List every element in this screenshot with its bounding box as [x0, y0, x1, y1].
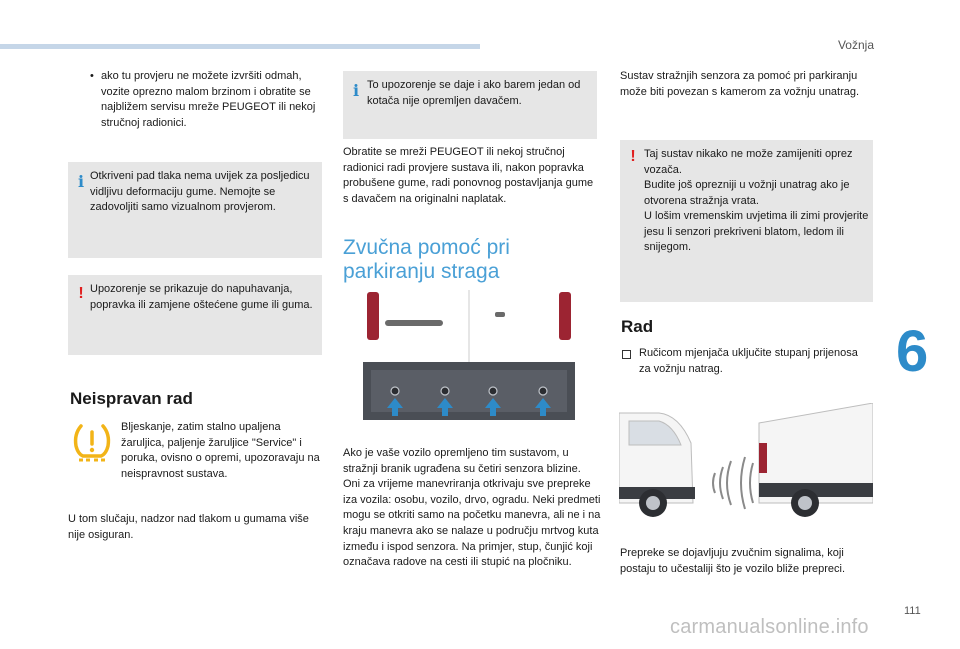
heading-malfunction: Neispravan rad: [70, 389, 193, 408]
warning-note-box-2: [620, 140, 873, 302]
sensors-text: Ako je vaše vozilo opremljeno tim sustavom, u stražnji branik ugrađena su četiri senzora blizine. Oni za vrijeme manevriranja otkrivaju sve prepreke iza vozila: osobu, vozilo, drvo, ogradu. Neki predmeti mogu se otkriti samo na početku manevra, ali ne i na kraju manevra ako se nalaze u području mrtvog kuta između i ispod senzora. Na primjer, stup, čunjić koji označava radove na cesti ili stupić na pločniku.: [343, 447, 601, 569]
info-note-text: Otkriveni pad tlaka nema uvijek za posljedicu vidljivu deformaciju gume. Nemojte se zadovoljiti samo vizualnom provjerom.: [90, 170, 310, 214]
right-tail-light: [559, 292, 571, 340]
warning-note-box: [68, 275, 322, 355]
operation-step: Ručicom mjenjača uključite stupanj prijenosa za vožnju natrag.: [639, 347, 858, 375]
info-icon: i: [352, 81, 360, 100]
bullet-dot: •: [90, 70, 94, 82]
step-square-bullet: [622, 350, 631, 359]
heading-rear-parking: Zvučna pomoć pri parkiranju straga: [343, 236, 510, 283]
service-text: Obratite se mreži PEUGEOT ili nekoj stručnoj radionici radi provjere sustava ili, nakon popravka probušene gume, radi ponovnog postavljanja gume s davačem na originalni naplatak.: [343, 146, 594, 205]
reversing-illustration: [619, 403, 873, 525]
warning-note-text: Upozorenje se prikazuje do napuhavanja, popravka ili zamjene oštećene gume ili guma.: [90, 283, 313, 311]
left-tail-light: [367, 292, 379, 340]
bullet-text: ako tu provjeru ne možete izvršiti odmah, vozite oprezno malom brzinom i obratite se najbližem servisu mreže PEUGEOT ili nekoj stručnoj radionici.: [101, 70, 316, 129]
warning-line-3: U lošim vremenskim uvjetima ili zimi provjerite jesu li senzori prekriveni blatom, ledom ili snijegom.: [644, 210, 869, 254]
malfunction-closing-text: U tom slučaju, nadzor nad tlakom u gumama više nije osiguran.: [68, 513, 309, 541]
van-rear-sensors-illustration: [363, 290, 575, 420]
camera-text: Sustav stražnjih senzora za pomoć pri parkiranju može biti povezan s kamerom za vožnju unatrag.: [620, 70, 860, 98]
warning-icon: !: [630, 148, 636, 165]
watermark: carmanualsonline.info: [670, 616, 869, 638]
signal-text: Prepreke se dojavljuju zvučnim signalima, koji postaju to učestaliji što je vozilo bliže prepreci.: [620, 547, 846, 575]
heading-operation: Rad: [621, 317, 654, 336]
warning-icon: !: [78, 285, 84, 302]
chapter-number: 6: [896, 319, 929, 384]
warning-line-1: Taj sustav nikako ne može zamijeniti oprez vozača.: [644, 148, 853, 176]
page-number: 111: [904, 605, 921, 617]
info-note-text-2: To upozorenje se daje i ako barem jedan od kotača nije opremljen davačem.: [367, 79, 581, 107]
tyre-pressure-warning-icon: [72, 422, 112, 462]
warning-line-2: Budite još oprezniji u vožnji unatrag ako je otvorena stražnja vrata.: [644, 179, 850, 207]
info-note-box-2: [343, 71, 597, 139]
malfunction-text: Bljeskanje, zatim stalno upaljena žaruljica, paljenje žaruljice "Service" i poruka, ovisno o opremi, upozoravaju na neispravnost sustava.: [121, 421, 320, 480]
info-icon: i: [77, 172, 85, 191]
section-title: Vožnja: [837, 38, 874, 52]
info-note-box: [68, 162, 322, 258]
header-bar: [0, 44, 480, 49]
